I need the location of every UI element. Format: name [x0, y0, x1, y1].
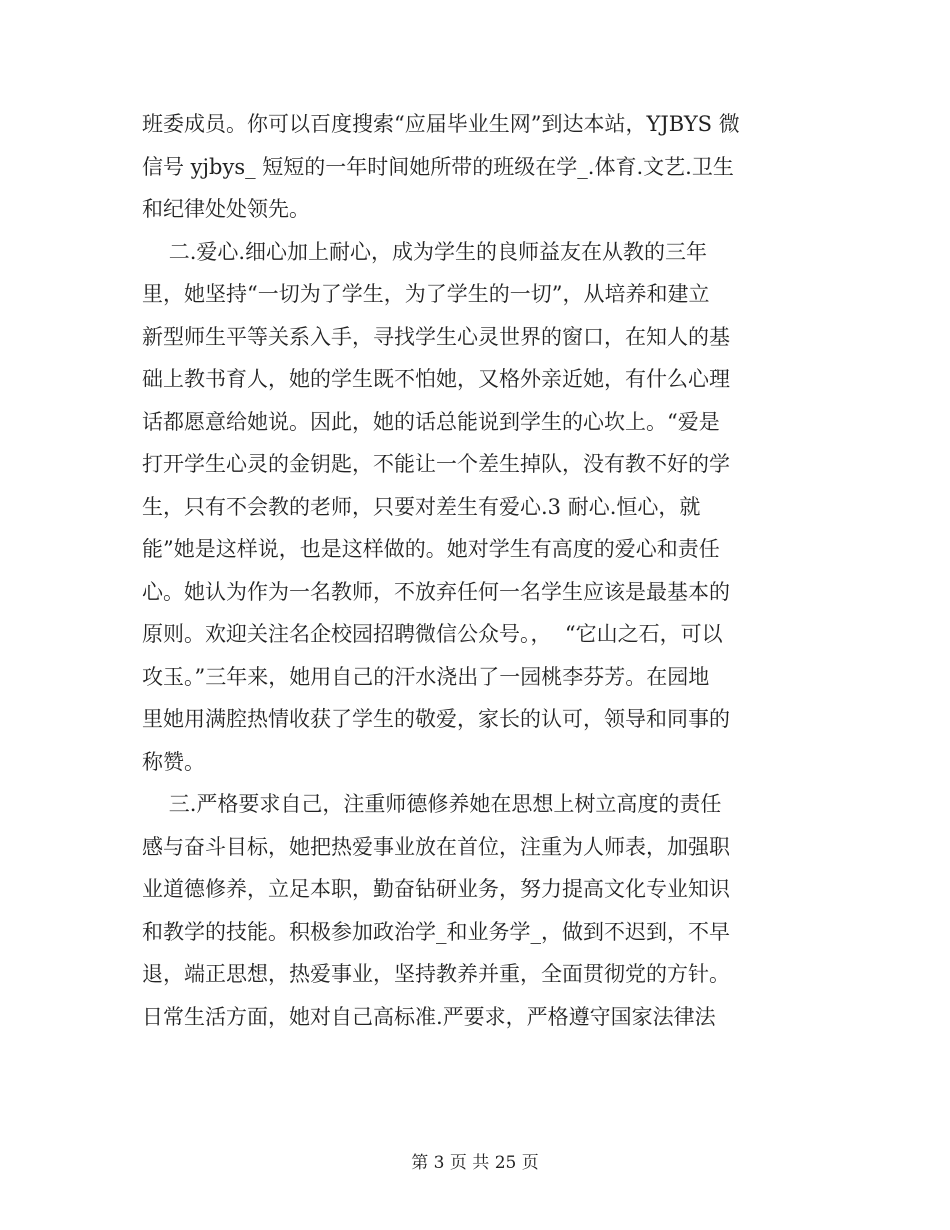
text-line: 攻玉。”三年来，她用自己的汗水浇出了一园桃李芬芳。在园地 — [142, 664, 710, 689]
text-line: 日常生活方面，她对自己高标准.严要求，严格遵守国家法律法 — [142, 1004, 716, 1029]
text-line: 感与奋斗目标，她把热爱事业放在首位，注重为人师表，加强职 — [142, 834, 730, 859]
text-line: 新型师生平等关系入手，寻找学生心灵世界的窗口，在知人的基 — [142, 324, 730, 349]
text-line: 信号 yjbys_ 短短的一年时间她所带的班级在学_.体育.文艺.卫生 — [142, 154, 734, 179]
text-line: 生，只有不会教的老师，只要对差生有爱心.3 耐心.恒心，就 — [142, 494, 701, 519]
text-line: 心。她认为作为一名教师，不放弃任何一名学生应该是最基本的 — [142, 579, 730, 604]
text-line: 和纪律处处领先。 — [142, 197, 310, 221]
text-line: 业道德修养，立足本职，勤奋钻研业务，努力提高文化专业知识 — [142, 877, 730, 901]
text-line: 础上教书育人，她的学生既不怕她，又格外亲近她，有什么心理 — [142, 367, 730, 391]
page-footer: 第 3 页 共 25 页 — [411, 1153, 539, 1173]
text-line: 原则。欢迎关注名企校园招聘微信公众号。， “它山之石，可以 — [142, 622, 723, 646]
text-line: 班委成员。你可以百度搜索“应届毕业生网”到达本站，YJBYS 微 — [142, 112, 740, 136]
text-line: 话都愿意给她说。因此，她的话总能说到学生的心坎上。“爱是 — [142, 409, 720, 434]
text-line: 能”她是这样说，也是这样做的。她对学生有高度的爱心和责任 — [142, 537, 720, 561]
text-line: 里她用满腔热情收获了学生的敬爱，家长的认可，领导和同事的 — [142, 707, 730, 731]
text-line: 称赞。 — [142, 749, 205, 774]
text-line: 三.严格要求自己，注重师德修养她在思想上树立高度的责任 — [142, 792, 722, 816]
body-text — [142, 103, 822, 1038]
text-line: 打开学生心灵的金钥匙，不能让一个差生掉队，没有教不好的学 — [142, 452, 730, 476]
text-line: 退，端正思想，热爱事业，坚持教养并重，全面贯彻党的方针。 — [142, 962, 730, 986]
text-line: 里，她坚持“一切为了学生，为了学生的一切”，从培养和建立 — [142, 282, 710, 306]
text-line: 和教学的技能。积极参加政治学_和业务学_，做到不迟到，不早 — [142, 919, 730, 944]
text-line: 二.爱心.细心加上耐心，成为学生的良师益友在从教的三年 — [142, 239, 708, 264]
